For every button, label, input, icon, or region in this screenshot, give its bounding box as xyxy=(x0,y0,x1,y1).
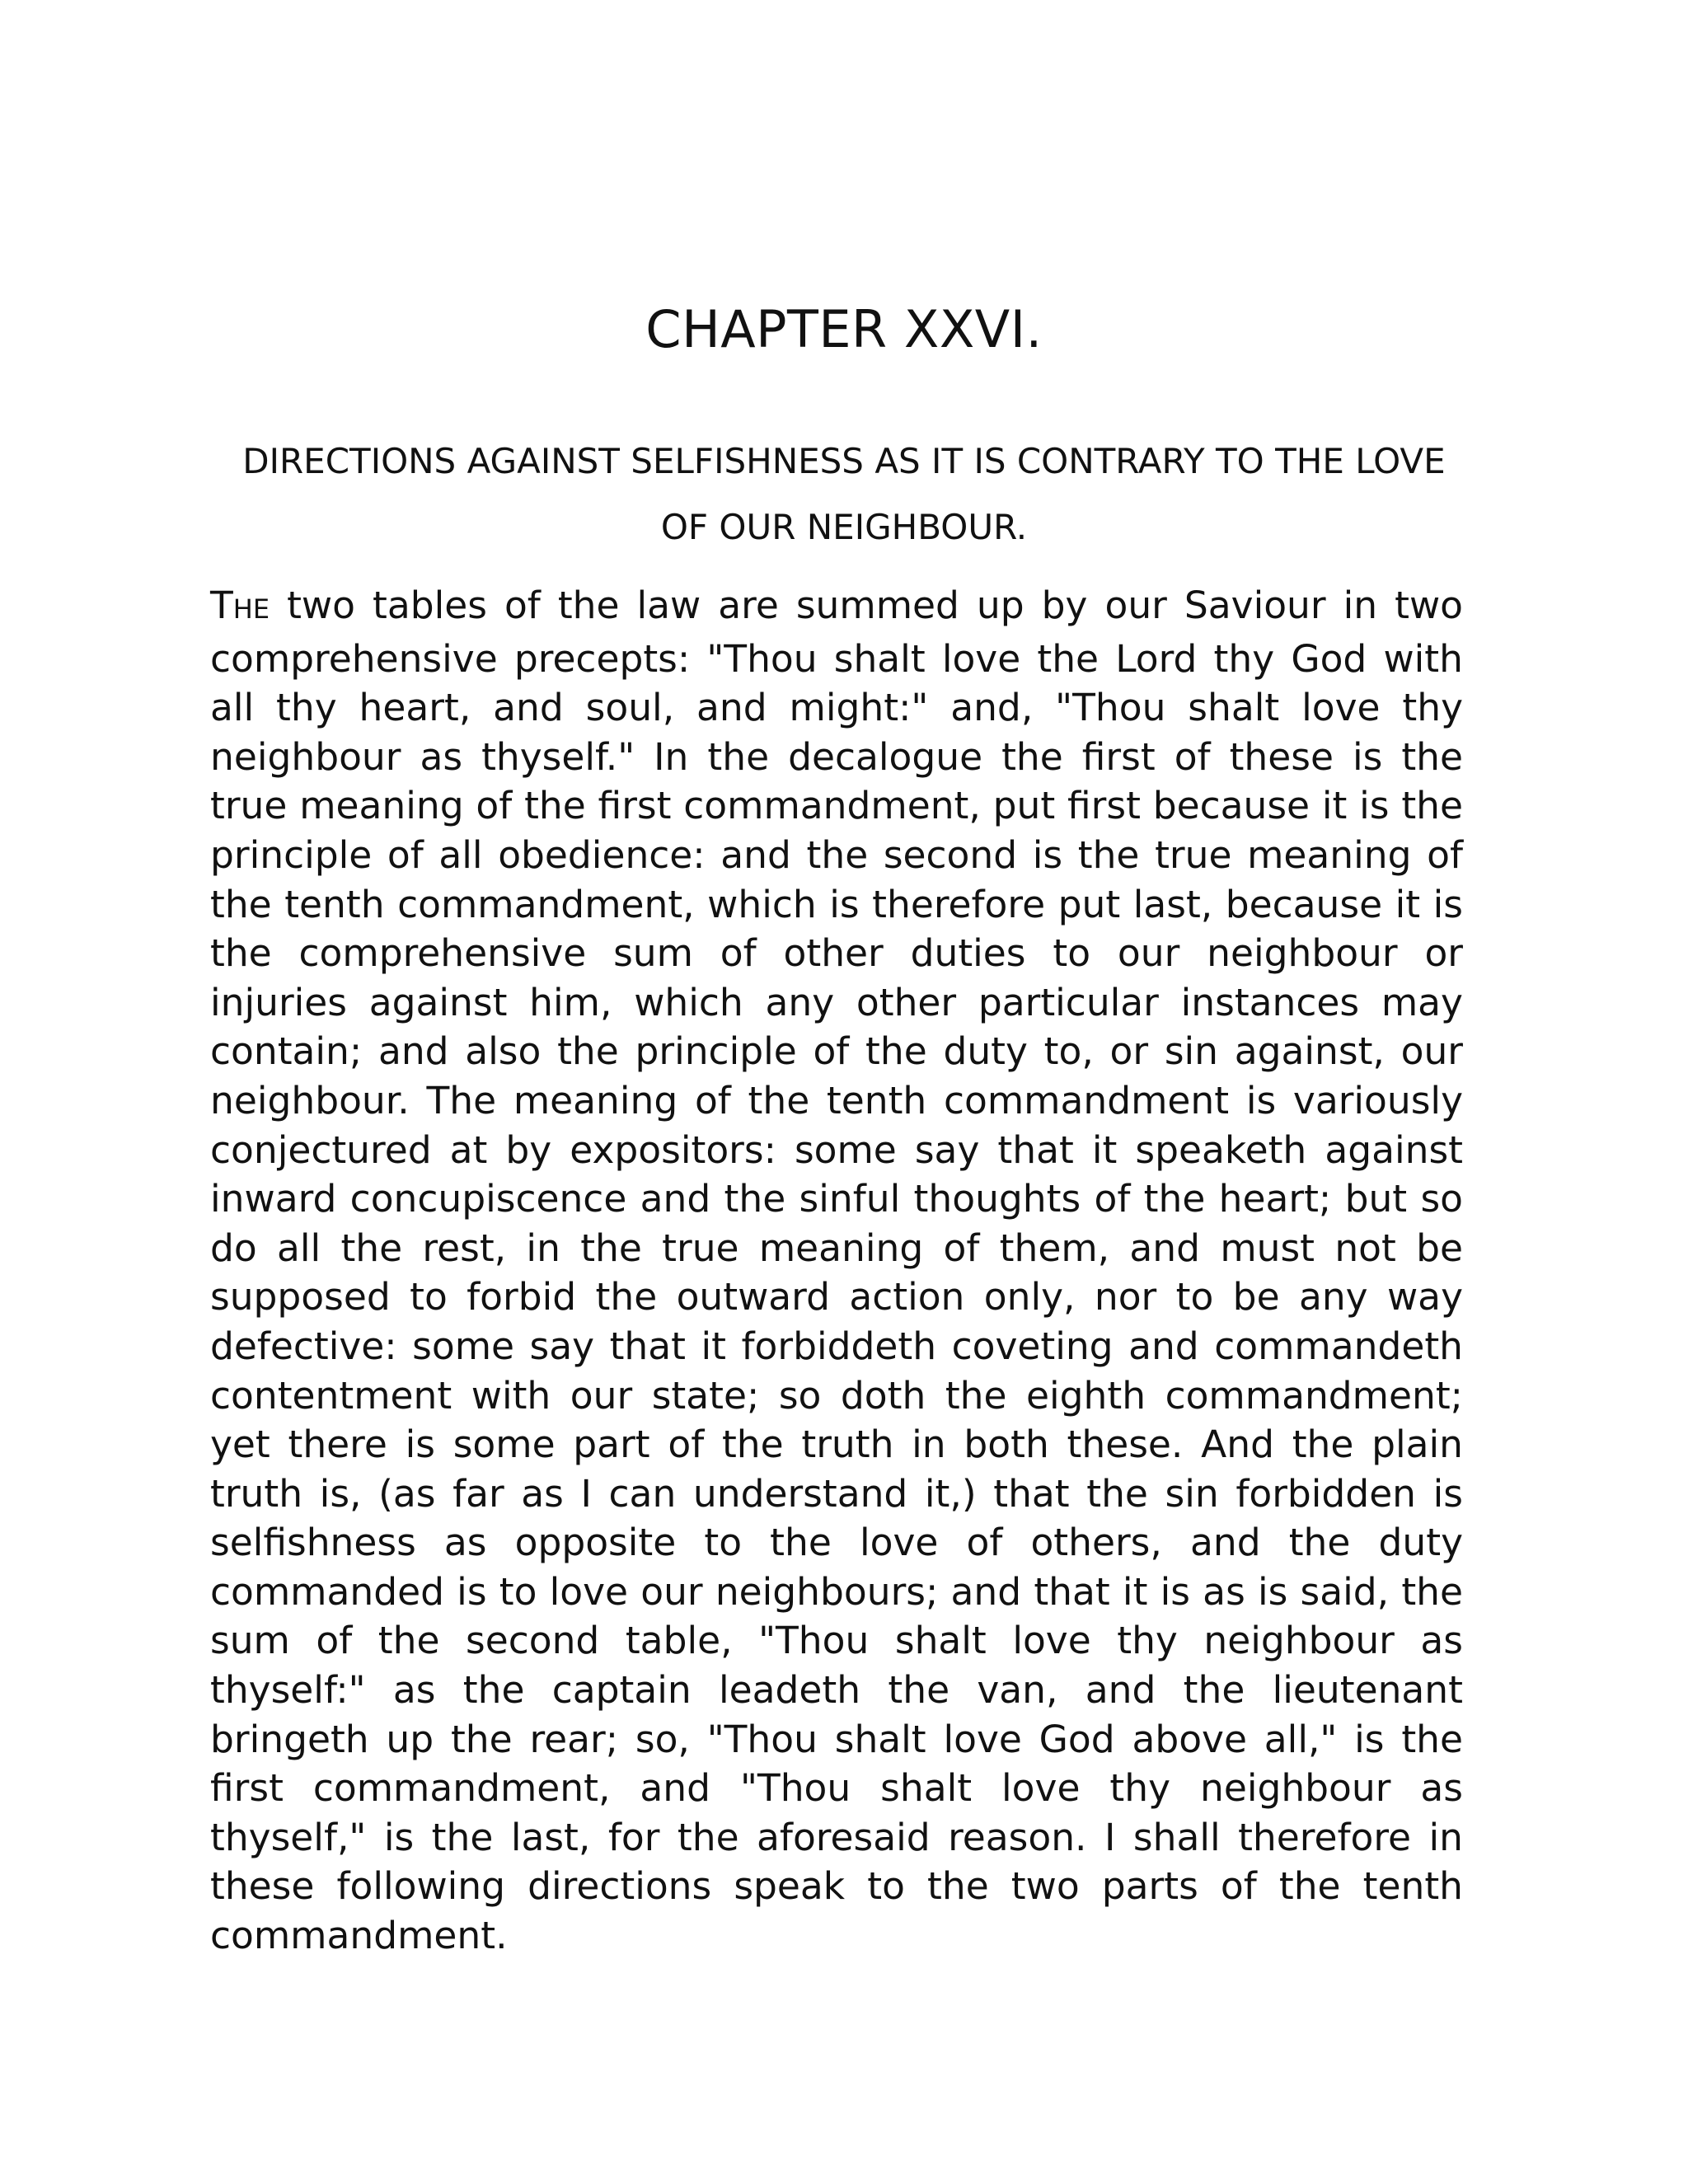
body-paragraph xyxy=(210,581,1463,1961)
lead-initial: T xyxy=(210,583,233,627)
chapter-title: CHAPTER XXVI. xyxy=(645,299,1043,359)
lead-small-caps: HE xyxy=(232,593,270,625)
chapter-subtitle: DIRECTIONS AGAINST SELFISHNESS AS IT IS CONTRARY TO THE LOVE OF OUR NEIGHBOUR. xyxy=(242,441,1446,547)
paragraph-text: two tables of the law are summed up by our Saviour in two comprehensive precepts: "Thou shalt love the Lord thy God with all thy heart, and soul, and might:" and, "Thou shalt love thy neighbour as thyself." In the decalogue the first of these is the true meaning of the first commandment, put first because it is the principle of all obedience: and the second is the true meaning of the tenth commandment, which is therefore put last, because it is the comprehensive sum of other duties to our neighbour or injuries against him, which any other particular instances may contain; and also the principle of the duty to, or sin against, our neighbour. The meaning of the tenth commandment is variously conjectured at by expositors: some say that it speaketh against inward concupiscence and the sinful thoughts of the heart; but so do all the rest, in the true meaning of them, and must not be supposed to forbid the outward action only, nor to be any way defective: some say that it forbiddeth coveting and commandeth contentment with our state; so doth the eighth commandment; yet there is some part of the truth in both these. And the plain truth is, (as far as I can understand it,) that the sin forbidden is selfishness as opposite to the love of others, and the duty commanded is to love our neighbours; and that it is as is said, the sum of the second table, "Thou shalt love thy neighbour as thyself:" as the captain leadeth the van, and the lieutenant bringeth up the rear; so, "Thou shalt love God above all," is the first commandment, and "Thou shalt love thy neighbour as thyself," is the last, for the aforesaid reason. I shall therefore in these following directions speak to the two parts of the tenth commandment. xyxy=(210,583,1463,1958)
